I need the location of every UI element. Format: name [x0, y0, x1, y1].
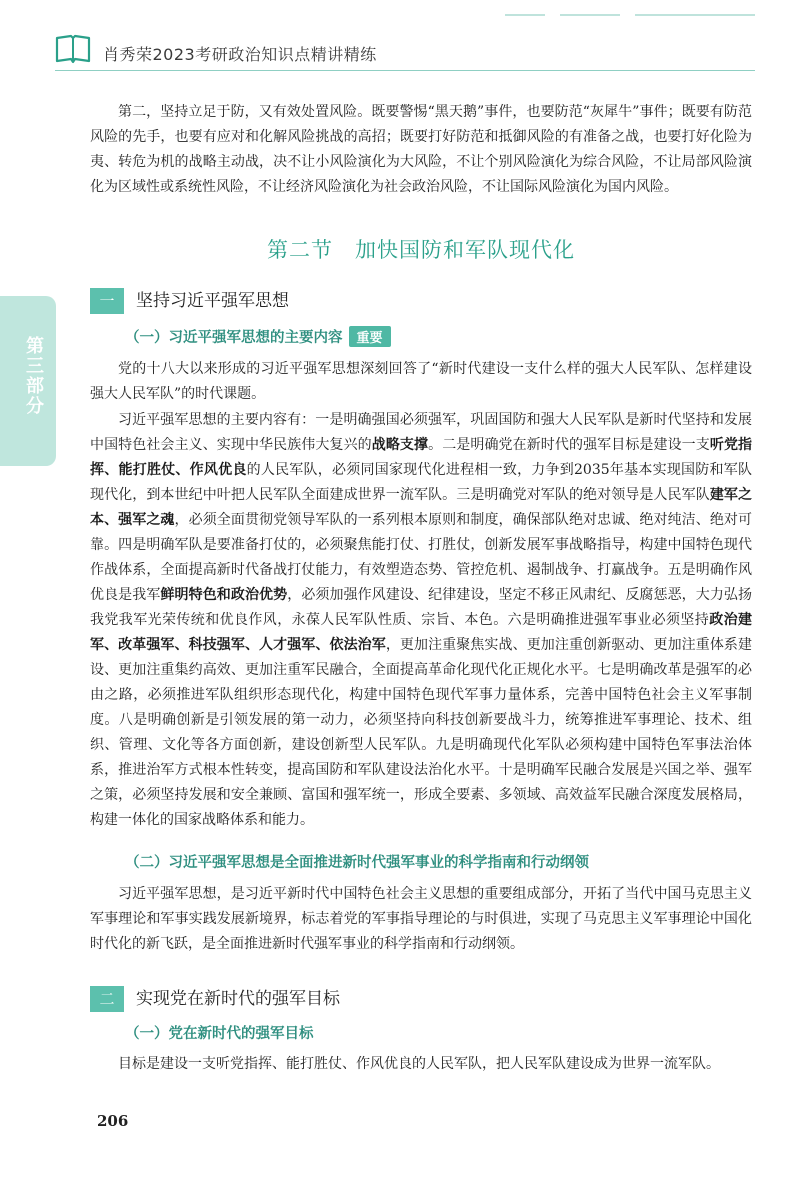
- subheading-guide: （二）习近平强军思想是全面推进新时代强军事业的科学指南和行动纲领: [125, 854, 589, 871]
- page-header: [0, 0, 800, 70]
- intro-paragraph: 第二，坚持立足于防，又有效处置风险。既要警惕“黑天鹅”事件，也要防范“灰犀牛”事件；既要有防范风险的先手，也要有应对和化解风险挑战的高招；既要打好防范和抵御风险的有准备之战，也要打好化险为夷、转危为机的战略主动战，决不让小风险演化为大风险，不让个别风险演化为综合风险，不让局部风险演化为区域性或系统性风险，不让经济风险演化为社会政治风险，不让国际风险演化为国内风险。: [90, 104, 752, 195]
- paragraph-intro-thought: 党的十八大以来形成的习近平强军思想深刻回答了“新时代建设一支什么样的强大人民军队、怎样建设强大人民军队”的时代课题。: [90, 361, 752, 402]
- header-rule: [55, 70, 755, 71]
- important-badge: 重要: [349, 326, 391, 347]
- side-tab: [0, 296, 56, 466]
- section-title: [90, 234, 752, 264]
- subheading-main-content: [125, 326, 391, 347]
- page-number: 206: [97, 1112, 129, 1130]
- subheading-text: （一）习近平强军思想的主要内容: [125, 329, 343, 346]
- heading-text: 实现党在新时代的强军目标: [136, 989, 340, 1009]
- paragraph-guide: 习近平强军思想，是习近平新时代中国特色社会主义思想的重要组成部分，开拓了当代中国马克思主义军事理论和军事实践发展新境界，标志着党的军事指导理论的与时俱进，实现了马克思主义军事理论中国化时代化的新飞跃，是全面推进新时代强军事业的科学指南和行动纲领。: [90, 886, 752, 952]
- top-dash: [505, 14, 545, 16]
- section-number: 第二节: [267, 238, 333, 262]
- heading-number: 一: [90, 288, 124, 314]
- top-dash: [560, 14, 620, 16]
- header-title: 肖秀荣2023考研政治知识点精讲精练: [103, 45, 377, 64]
- heading-text: 坚持习近平强军思想: [136, 291, 289, 311]
- paragraph-main-content: 习近平强军思想的主要内容有：一是明确强国必须强军，巩固国防和强大人民军队是新时代坚持和发展中国特色社会主义、实现中华民族伟大复兴的战略支撑。二是明确党在新时代的强军目标是建设一支听党指挥、能打胜仗、作风优良的人民军队，必须同国家现代化进程相一致，力争到2035年基本实现国防和军队现代化，到本世纪中叶把人民军队全面建成世界一流军队。三是明确党对军队的绝对领导是人民军队建军之本、强军之魂，必须全面贯彻党领导军队的一系列根本原则和制度，确保部队绝对忠诚、绝对纯洁、绝对可靠。四是明确军队是要准备打仗的，必须聚焦能打仗、打胜仗，创新发展军事战略指导，构建中国特色现代作战体系，全面提高新时代备战打仗能力，有效塑造态势、管控危机、遏制战争、打赢战争。五是明确作风优良是我军鲜明特色和政治优势，必须加强作风建设、纪律建设，坚定不移正风肃纪、反腐惩恶，大力弘扬我党我军光荣传统和优良作风，永葆人民军队性质、宗旨、本色。六是明确推进强军事业必须坚持政治建军、改革强军、科技强军、人才强军、依法治军，更加注重聚焦实战、更加注重创新驱动、更加注重体系建设、更加注重集约高效、更加注重军民融合，全面提高革命化现代化正规化水平。七是明确改革是强军的必由之路，必须推进军队组织形态现代化，构建中国特色现代军事力量体系，完善中国特色社会主义军事制度。八是明确创新是引领发展的第一动力，必须坚持向科技创新要战斗力，统筹推进军事理论、技术、组织、管理、文化等各方面创新，建设创新型人民军队。九是明确现代化军队必须构建中国特色军事法治体系，推进治军方式根本性转变，提高国防和军队建设法治化水平。十是明确军民融合发展是兴国之举、强军之策，必须坚持发展和安全兼顾、富国和强军统一，形成全要素、多领域、高效益军民融合深度发展格局，构建一体化的国家战略体系和能力。: [90, 412, 753, 828]
- book-icon: [55, 34, 91, 64]
- paragraph-goal: 目标是建设一支听党指挥、能打胜仗、作风优良的人民军队，把人民军队建设成为世界一流军队。: [118, 1056, 720, 1072]
- subheading-goal: （一）党在新时代的强军目标: [125, 1025, 314, 1042]
- heading-number: 二: [90, 986, 124, 1012]
- side-tab-label: 第三部分: [23, 336, 44, 416]
- section-name: 加快国防和军队现代化: [355, 238, 575, 262]
- top-dash: [635, 14, 755, 16]
